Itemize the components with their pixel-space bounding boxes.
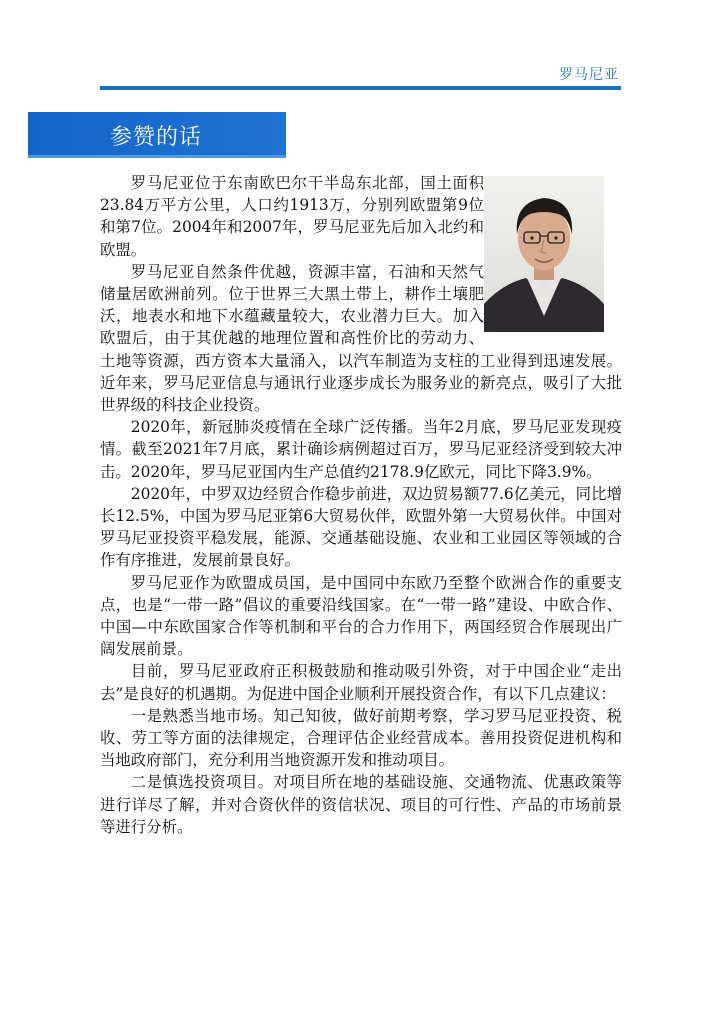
section-banner — [28, 112, 286, 158]
paragraph: 目前，罗马尼亚政府正积极鼓励和推动吸引外资，对于中国企业“走出去”是良好的机遇期。为促进中国企业顺利开展投资合作，有以下几点建议： — [100, 662, 622, 703]
paragraph: 2020年，中罗双边经贸合作稳步前进，双边贸易额77.6亿美元，同比增长12.5%，中国为罗马尼亚第6大贸易伙伴，欧盟外第一大贸易伙伴。中国对罗马尼亚投资平稳发展，能源、交通基础设施、农业和工业园区等领域的合作有序推进，发展前景良好。 — [100, 484, 622, 570]
paragraph: 二是慎选投资项目。对项目所在地的基础设施、交通物流、优惠政策等进行详尽了解，并对合资伙伴的资信状况、项目的可行性、产品的市场前景等进行分析。 — [100, 773, 622, 836]
portrait-wrap-spacer — [484, 172, 622, 334]
article-body — [100, 172, 622, 838]
paragraph: 一是熟悉当地市场。知己知彼，做好前期考察，学习罗马尼亚投资、税收、劳工等方面的法律规定，合理评估企业经营成本。善用投资促进机构和当地政府部门，充分利用当地资源开发和推动项目。 — [100, 706, 622, 770]
section-title: 参赞的话 — [110, 125, 203, 150]
paragraph: 2020年，新冠肺炎疫情在全球广泛传播。当年2月底，罗马尼亚发现疫情。截至2021年7月底，累计确诊病例超过百万，罗马尼亚经济受到较大冲击。2020年，罗马尼亚国内生产总值约2178.9亿欧元，同比下降3.9%。 — [100, 418, 622, 481]
header-divider — [100, 86, 621, 90]
paragraph: 罗马尼亚自然条件优越，资源丰富，石油和天然气储量居欧洲前列。位于世界三大黑土带上，耕作土壤肥沃，地表水和地下水蕴藏量较大，农业潜力巨大。加入欧盟后，由于其优越的地理位置和高性价比的劳动力、土地等资源，西方资本大量涌入，以汽车制造为支柱的工业得到迅速发展。近年来，罗马尼亚信息与通讯行业逐步成长为服务业的新亮点，吸引了大批世界级的科技企业投资。 — [100, 262, 622, 415]
running-header-country: 罗马尼亚 — [559, 67, 619, 83]
paragraph: 罗马尼亚位于东南欧巴尔干半岛东北部，国土面积23.84万平方公里，人口约1913万，分别列欧盟第9位和第7位。2004年和2007年，罗马尼亚先后加入北约和欧盟。 — [100, 174, 484, 259]
paragraph: 罗马尼亚作为欧盟成员国，是中国同中东欧乃至整个欧洲合作的重要支点，也是“一带一路”倡议的重要沿线国家。在“一带一路”建设、中欧合作、中国—中东欧国家合作等机制和平台的合力作用下，两国经贸合作展现出广阔发展前景。 — [100, 573, 622, 659]
